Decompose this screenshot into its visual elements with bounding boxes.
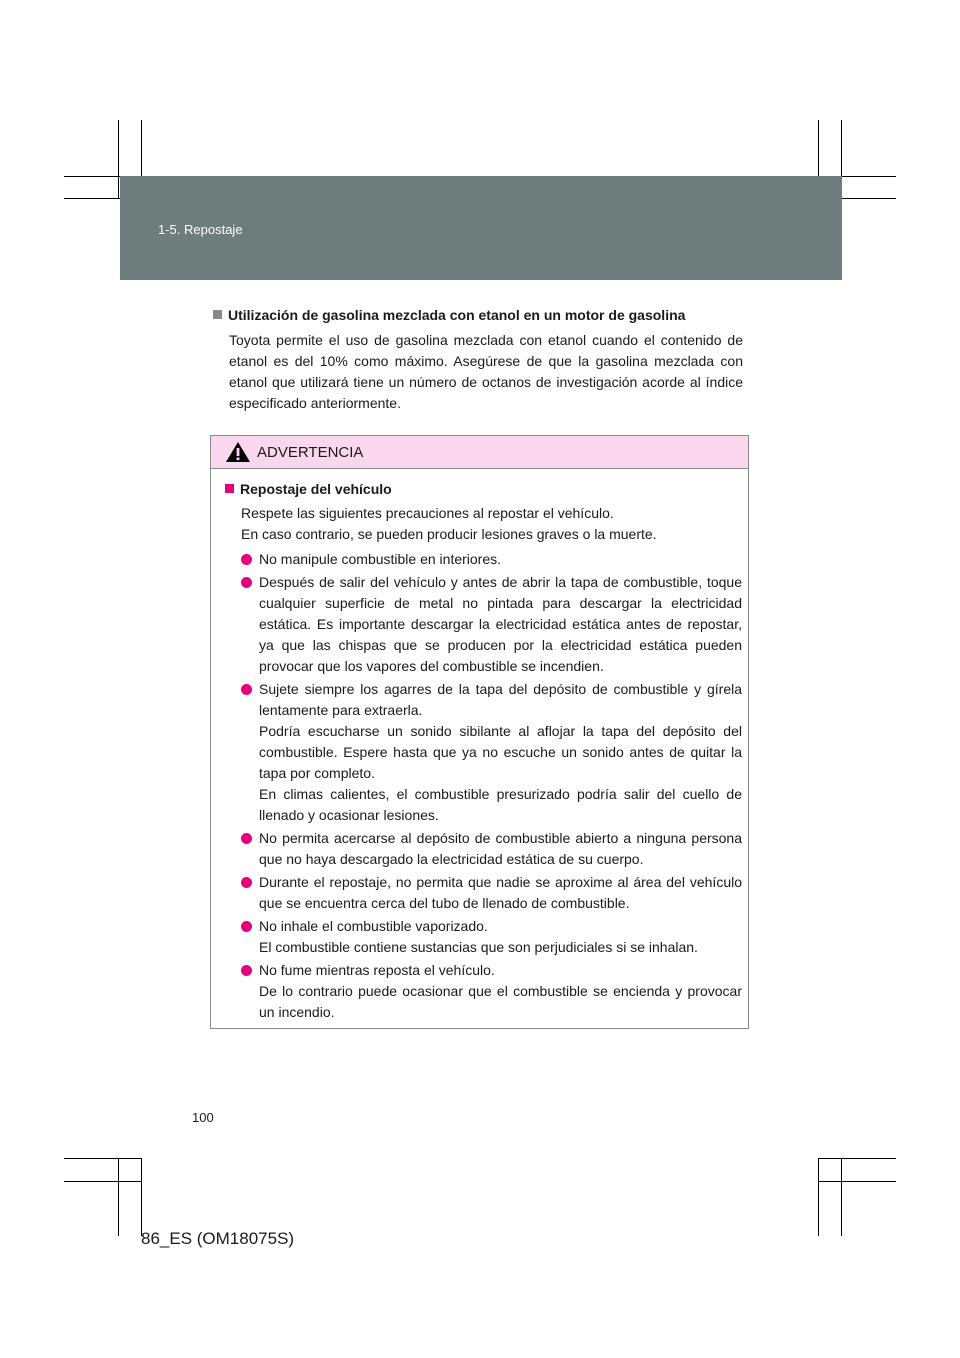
- square-bullet-icon: [213, 310, 222, 319]
- list-item-text: En climas calientes, el combustible presurizado podría salir del cuello de llenado y ocasionar lesiones.: [259, 786, 742, 823]
- list-item-text: Durante el repostaje, no permita que nadie se aproxime al área del vehículo que se encuentra cerca del tubo de llenado de combustible.: [259, 874, 742, 911]
- document-code: 86_ES (OM18075S): [141, 1229, 295, 1248]
- warning-triangle-icon: [225, 441, 251, 463]
- warning-intro: [241, 503, 742, 545]
- crop-mark: [141, 1158, 142, 1236]
- bullet-dot-icon: [241, 684, 252, 695]
- section-heading-text: Utilización de gasolina mezclada con etanol en un motor de gasolina: [228, 307, 686, 323]
- bullet-dot-icon: [241, 965, 252, 976]
- crop-mark: [841, 1158, 842, 1236]
- list-item: [225, 679, 742, 826]
- crop-mark: [818, 1158, 896, 1159]
- list-item: [225, 960, 742, 1023]
- list-item-text: No fume mientras reposta el vehículo.: [259, 962, 495, 978]
- crop-mark: [818, 1158, 819, 1236]
- square-bullet-icon: [225, 484, 234, 493]
- bullet-dot-icon: [241, 577, 252, 588]
- list-item: [225, 572, 742, 677]
- list-item-text: De lo contrario puede ocasionar que el combustible se encienda y provocar un incendio.: [259, 983, 742, 1020]
- section-header-band: [120, 176, 842, 280]
- warning-subheading-text: Repostaje del vehículo: [240, 481, 392, 497]
- list-item-text: No inhale el combustible vaporizado.: [259, 918, 488, 934]
- list-item: [225, 872, 742, 914]
- list-item: [225, 916, 742, 958]
- page-number: 100: [192, 1110, 214, 1125]
- warning-intro-line: Respete las siguientes precauciones al repostar el vehículo.: [241, 505, 614, 521]
- warning-box: [210, 435, 749, 1029]
- section-paragraph: Toyota permite el uso de gasolina mezclada con etanol cuando el contenido de etanol es del 10% como máximo. Asegúrese de que la gasolina mezclada con etanol que utilizará tiene un número de octanos de investigación acorde al índice especificado anteriormente.: [229, 332, 743, 411]
- bullet-dot-icon: [241, 833, 252, 844]
- list-item-text: Podría escucharse un sonido sibilante al aflojar la tapa del depósito del combustible. Espere hasta que ya no escuche un sonido antes de quitar la tapa por completo.: [259, 723, 742, 781]
- warning-header: [211, 436, 748, 469]
- warning-intro-line: En caso contrario, se pueden producir lesiones graves o la muerte.: [241, 526, 657, 542]
- crop-mark: [64, 1158, 142, 1159]
- bullet-dot-icon: [241, 921, 252, 932]
- warning-subheading: [225, 480, 742, 498]
- bullet-dot-icon: [241, 877, 252, 888]
- ethanol-section: [213, 306, 743, 414]
- list-item: [225, 828, 742, 870]
- list-item-text: No permita acercarse al depósito de combustible abierto a ninguna persona que no haya descargado la electricidad estática de su cuerpo.: [259, 830, 742, 867]
- crop-mark: [64, 1181, 142, 1182]
- list-item-text: No manipule combustible en interiores.: [259, 551, 502, 567]
- list-item: [225, 549, 742, 570]
- crop-mark: [818, 1181, 896, 1182]
- list-item-text: El combustible contiene sustancias que son perjudiciales si se inhalan.: [259, 939, 698, 955]
- bullet-dot-icon: [241, 554, 252, 565]
- crop-mark: [118, 120, 119, 198]
- list-item-text: Después de salir del vehículo y antes de abrir la tapa de combustible, toque cualquier superficie de metal no pintada para descargar la electricidad estática. Es importante descargar la electricidad estática antes de repostar, ya que las chispas que se producen por la electricidad estática pueden provocar que los vapores del combustible se incendien.: [259, 574, 742, 674]
- warning-body: [211, 469, 748, 1023]
- section-heading: [213, 306, 743, 324]
- section-label: 1-5. Repostaje: [158, 222, 243, 237]
- crop-mark: [118, 1158, 119, 1236]
- warning-title: ADVERTENCIA: [257, 443, 364, 461]
- precaution-list: [225, 549, 742, 1023]
- list-item-text: Sujete siempre los agarres de la tapa del depósito de combustible y gírela lentamente para extraerla.: [259, 681, 742, 718]
